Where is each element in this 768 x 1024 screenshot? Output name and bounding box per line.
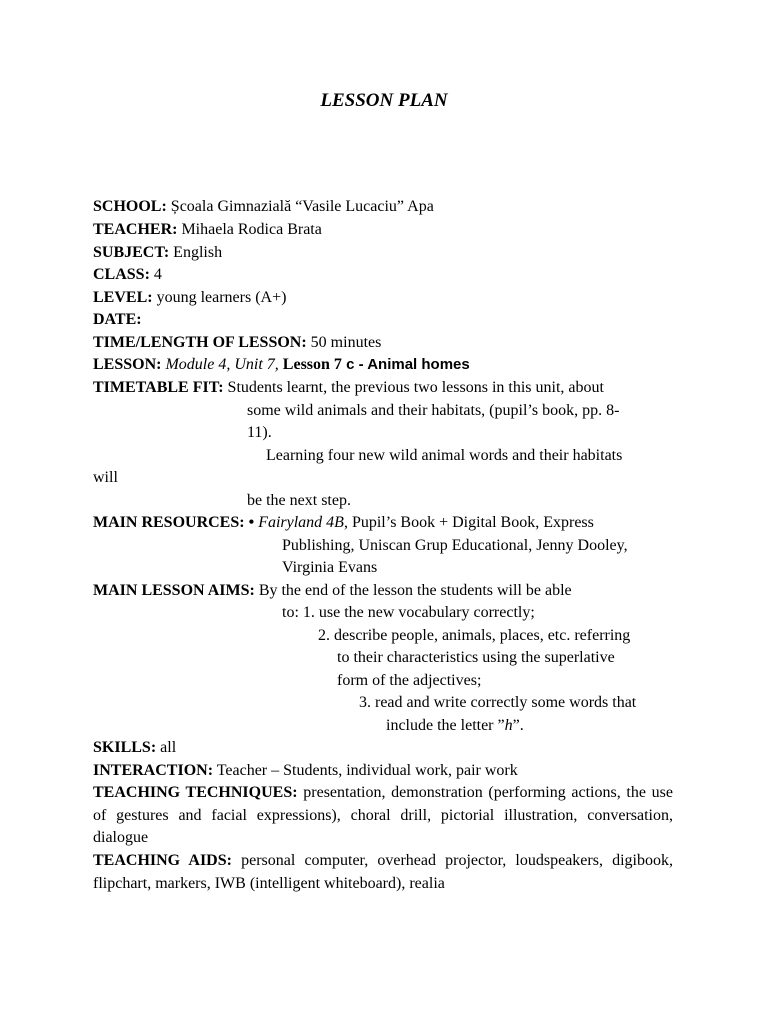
aim-3: 3. read and write correctly some words that: [359, 694, 637, 711]
aim-1: to: 1. use the new vocabulary correctly;: [282, 604, 535, 621]
subject-label: SUBJECT:: [93, 244, 170, 261]
teaching-techniques-paragraph: [93, 782, 673, 850]
time-label: TIME/LENGTH OF LESSON:: [93, 334, 307, 351]
teaching-aids-paragraph: [93, 850, 673, 895]
main-resources-line2: Publishing, Uniscan Grup Educational, Jenny Dooley,: [282, 537, 628, 554]
subject-value: English: [169, 244, 223, 261]
teaching-techniques-value: presentation, demonstration (performing actions, the use of gestures and facial expressions), choral drill, pictorial illustration, conversation, dialogue: [93, 784, 674, 846]
school-row: [93, 196, 434, 218]
subject-row: [93, 242, 222, 264]
timetable-fit-line1: Students learnt, the previous two lessons in this unit, about: [223, 379, 604, 396]
teacher-row: [93, 219, 322, 241]
lesson-part: c -: [341, 356, 368, 373]
main-resources-book: Fairyland 4B: [258, 514, 344, 531]
school-value: Școala Gimnazială “Vasile Lucaciu” Apa: [166, 198, 434, 215]
aim-3-text: include the letter ”: [386, 717, 505, 734]
teacher-label: TEACHER:: [93, 221, 178, 238]
teaching-aids-value: personal computer, overhead projector, loudspeakers, digibook, flipchart, markers, IWB (intelligent whiteboard), realia: [93, 852, 673, 892]
date-row: [93, 309, 142, 331]
teaching-aids-label: TEACHING AIDS:: [93, 852, 232, 869]
level-row: [93, 287, 286, 309]
interaction-value: Teacher – Students, individual work, pair work: [213, 762, 518, 779]
main-resources-line1: , Pupil’s Book + Digital Book, Express: [343, 514, 594, 531]
aim-3-letter: h: [504, 717, 513, 734]
timetable-fit-line2: some wild animals and their habitats, (pupil’s book, pp. 8-: [247, 402, 620, 419]
class-row: [93, 264, 162, 286]
timetable-fit-line6: be the next step.: [247, 492, 351, 509]
date-label: DATE:: [93, 311, 142, 328]
bullet-icon: •: [244, 514, 259, 531]
teaching-techniques-label: TEACHING TECHNIQUES:: [93, 784, 298, 801]
level-label: LEVEL:: [93, 289, 153, 306]
timetable-fit-label: TIMETABLE FIT:: [93, 379, 224, 396]
school-label: SCHOOL:: [93, 198, 167, 215]
class-value: 4: [149, 266, 162, 283]
timetable-fit-line5: will: [93, 469, 118, 486]
main-resources-label: MAIN RESOURCES:: [93, 514, 245, 531]
main-resources-row: [93, 512, 594, 534]
main-resources-line3: Virginia Evans: [282, 559, 378, 576]
lesson-module: Module 4, Unit 7,: [161, 356, 279, 373]
time-row: [93, 332, 381, 354]
time-value: 50 minutes: [306, 334, 382, 351]
main-lesson-aims-line1: By the end of the lesson the students will be able: [254, 582, 572, 599]
teacher-value: Mihaela Rodica Brata: [177, 221, 322, 238]
skills-label: SKILLS:: [93, 739, 157, 756]
timetable-fit-line4: Learning four new wild animal words and their habitats: [266, 447, 623, 464]
level-value: young learners (A+): [152, 289, 287, 306]
aim-2-line3: form of the adjectives;: [337, 672, 482, 689]
main-lesson-aims-label: MAIN LESSON AIMS:: [93, 582, 255, 599]
lesson-label: LESSON:: [93, 356, 162, 373]
aim-2-line2: to their characteristics using the superlative: [337, 649, 615, 666]
lesson-name: Animal homes: [367, 356, 470, 373]
interaction-row: [93, 760, 518, 782]
aim-2: 2. describe people, animals, places, etc. referring: [318, 627, 631, 644]
timetable-fit-row: [93, 377, 604, 399]
page-title: LESSON PLAN: [320, 90, 448, 111]
lesson-row: [93, 354, 470, 376]
aim-3-end: ”.: [512, 717, 524, 734]
interaction-label: INTERACTION:: [93, 762, 214, 779]
skills-row: [93, 737, 176, 759]
class-label: CLASS:: [93, 266, 150, 283]
skills-value: all: [156, 739, 177, 756]
lesson-number: Lesson 7: [278, 356, 342, 373]
main-lesson-aims-row: [93, 580, 572, 602]
aim-3-line2: [386, 715, 524, 737]
timetable-fit-line3: 11).: [247, 424, 272, 441]
